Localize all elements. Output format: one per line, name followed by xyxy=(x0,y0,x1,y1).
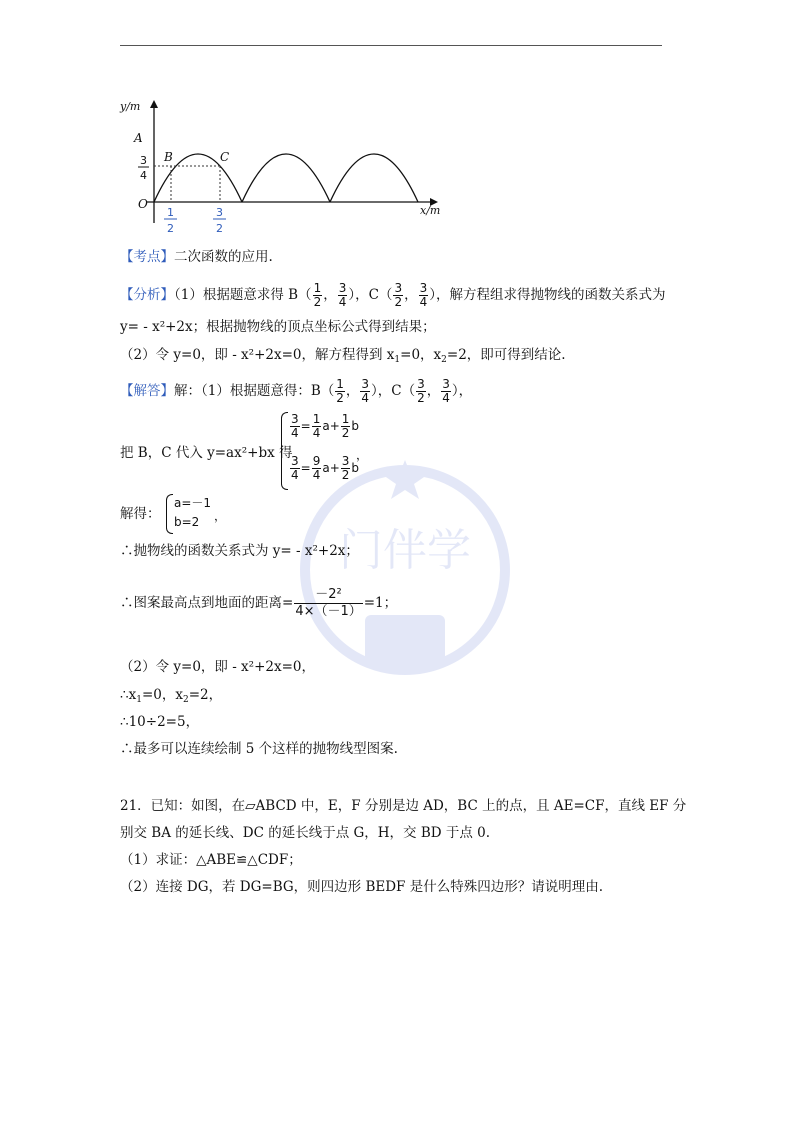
label-c: C xyxy=(220,150,230,164)
q21-line2: 别交 BA 的延长线、DC 的延长线于点 G，H，交 BD 于点 0. xyxy=(120,825,491,841)
distance-fraction: $\frac{\text{－2²}}{4\times(-1)}$ xyxy=(295,587,362,619)
fenxi-by: $\frac{3}{4}$ xyxy=(338,281,347,309)
jieda-bx: $\frac{1}{2}$ xyxy=(336,377,344,405)
x-tick1-num: 1 xyxy=(167,206,174,219)
kaodian-tag: 【考点】 xyxy=(120,249,174,265)
jieda-by: $\frac{3}{4}$ xyxy=(361,377,370,405)
substitute-text: 把 B，C 代入 y=ax²+bx 得 xyxy=(120,445,293,461)
conclusion-line: ∴最多可以连续绘制 5 个这样的抛物线型图案. xyxy=(120,741,398,757)
y-tick-den: 4 xyxy=(140,169,147,182)
equation-2: $\frac{3}{4}$ = $\frac{9}{4}$ a+ $\frac{3}{2}$ b xyxy=(291,454,360,482)
solve-label: 解得： xyxy=(120,506,161,522)
parabola-graph xyxy=(118,98,448,238)
solution-brace xyxy=(166,494,173,534)
comma: ， xyxy=(404,287,418,303)
fenxi-cx: $\frac{3}{2}$ xyxy=(394,281,403,309)
label-o: O xyxy=(138,197,148,211)
watermark-logo xyxy=(290,455,520,695)
x-tick1-den: 2 xyxy=(167,222,174,235)
division-line: ∴10÷2=5， xyxy=(120,714,200,730)
jieda-cx: $\frac{3}{2}$ xyxy=(417,377,425,405)
q21-line3: （1）求证：△ABE≌△CDF； xyxy=(120,852,302,868)
jieda-line1: 【解答】解：（1）根据题意得：B（ $\frac{1}{2}$ ， $\frac{3}{4}$ ），C（ $\frac{3}{2}$ ， $\frac{3}{4}$ ）， xyxy=(120,377,473,405)
solution-a: a=－1 xyxy=(174,496,212,510)
y-tick-num: 3 xyxy=(140,154,147,167)
jieda-tag: 【解答】 xyxy=(120,383,174,399)
q21-line1: 21．已知：如图，在▱ABCD 中，E，F 分别是边 AD，BC 上的点，且 AE=CF，直线 EF 分 xyxy=(120,798,687,814)
jieda-cy: $\frac{3}{4}$ xyxy=(442,377,450,405)
fenxi-tag: 【分析】 xyxy=(120,287,174,303)
q21-line4: （2）连接 DG，若 DG=BG，则四边形 BEDF 是什么特殊四边形？请说明理由. xyxy=(120,879,603,895)
label-a: A xyxy=(134,131,143,145)
fenxi-line3: （2）令 y=0，即 - x²+2x=0，解方程得到 $x_1=0$，$x_2=2$，即可得到结论. xyxy=(120,347,566,365)
parabola-arch-2 xyxy=(242,154,330,202)
fenxi-text-a: （1）根据题意求得 B（ xyxy=(174,287,312,303)
x-tick2-den: 2 xyxy=(216,222,223,235)
fenxi-cy: $\frac{3}{4}$ xyxy=(419,281,428,309)
kaodian-line xyxy=(120,248,273,266)
therefore-2: ∴图案最高点到地面的距离= $\frac{\text{－2²}}{4\times(-1)}$ =1； xyxy=(120,587,398,619)
fenxi-text-mid: ），C（ xyxy=(348,287,393,303)
part2-line: （2）令 y=0，即 - x²+2x=0， xyxy=(120,659,315,675)
fenxi-text-end: ），解方程组求得抛物线的函数关系式为 xyxy=(429,287,666,303)
solution-comma: ， xyxy=(214,509,227,523)
y-axis-arrow xyxy=(150,100,158,108)
system-comma: ， xyxy=(356,448,369,462)
parabola-arch-3 xyxy=(330,154,418,202)
system-brace xyxy=(281,412,288,490)
y-axis-label: y/m xyxy=(120,100,141,113)
fenxi-line2: y= - x²+2x；根据抛物线的顶点坐标公式得到结果； xyxy=(120,319,436,335)
label-b: B xyxy=(164,150,173,164)
fenxi-line1 xyxy=(120,282,665,309)
therefore-1: ∴抛物线的函数关系式为 y= - x²+2x； xyxy=(120,543,359,559)
equation-1: $\frac{3}{4}$ = $\frac{1}{4}$ a+ $\frac{1}{2}$ b xyxy=(291,412,360,440)
x-solutions: $\therefore x_1=0$，$x_2=2$， xyxy=(120,687,223,705)
fenxi-bx: $\frac{1}{2}$ xyxy=(313,281,322,309)
comma: ， xyxy=(323,287,337,303)
x-axis-label: x/m xyxy=(420,204,441,217)
kaodian-text: 二次函数的应用. xyxy=(174,249,273,265)
solution-b: b=2 xyxy=(174,515,200,529)
watermark-text: 门伴学 xyxy=(339,525,471,576)
header-rule xyxy=(120,45,662,46)
x-tick2-num: 3 xyxy=(216,206,223,219)
